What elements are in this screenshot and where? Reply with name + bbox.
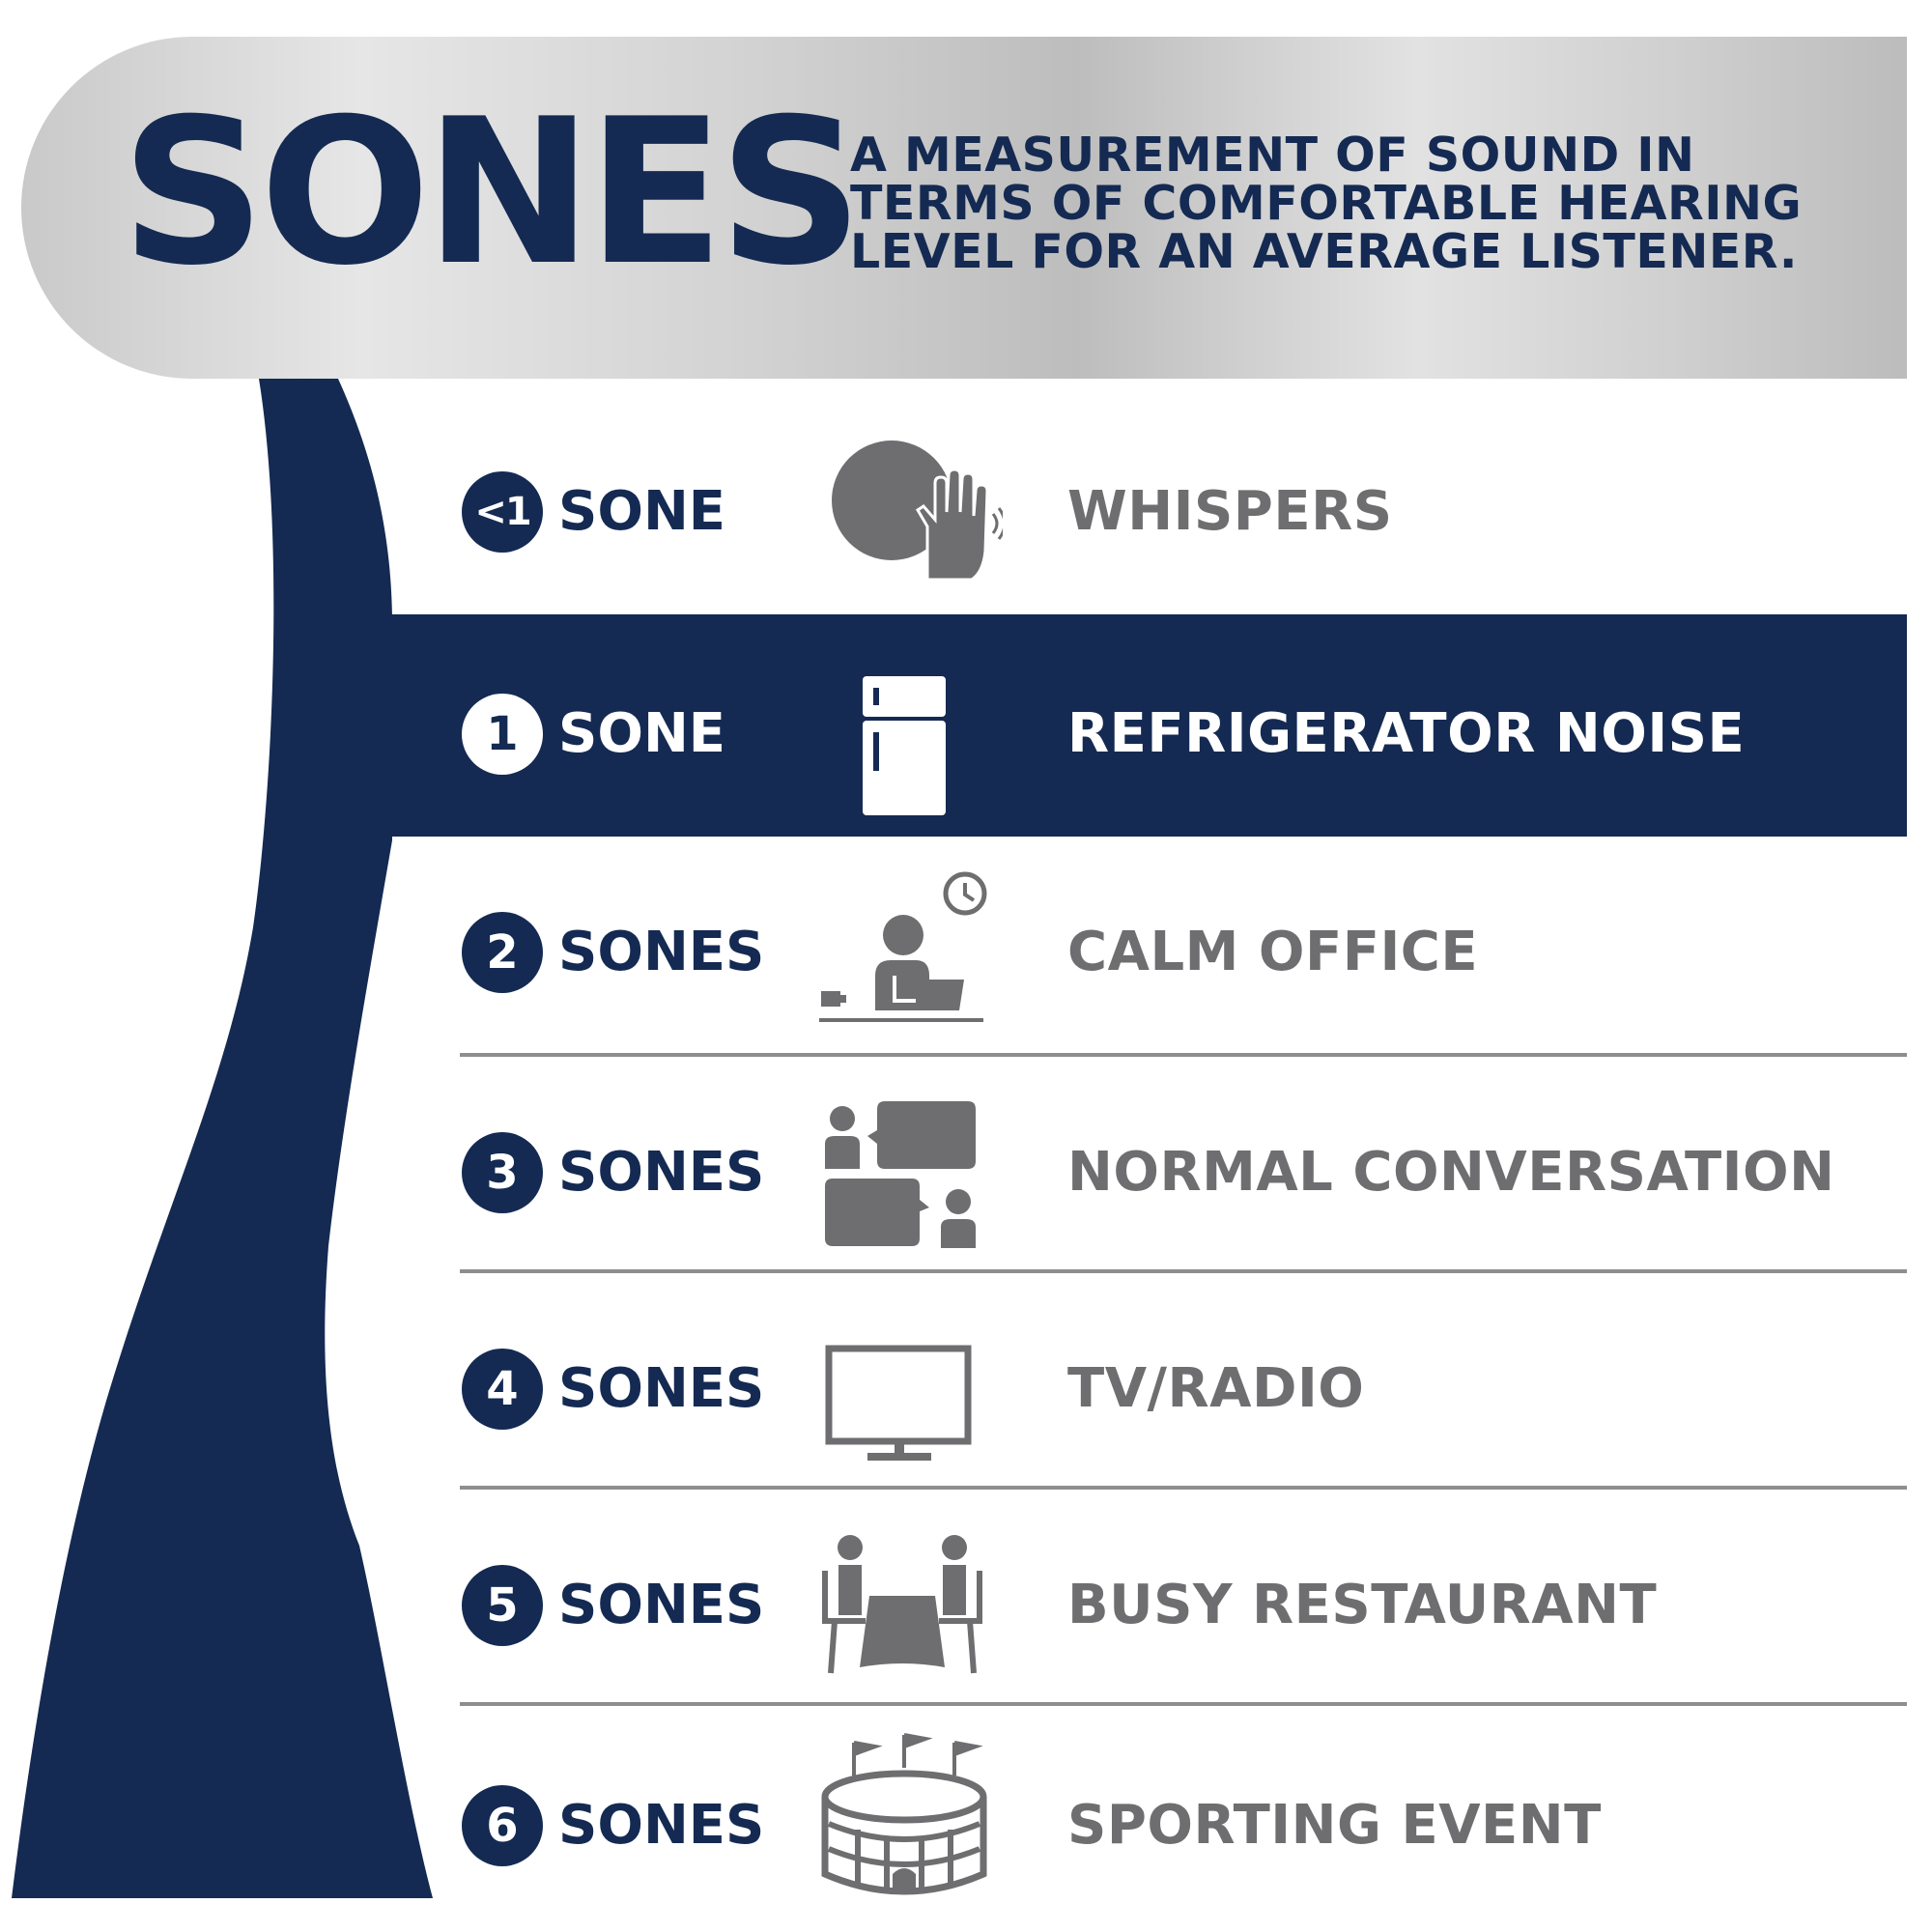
sone-row-restaurant [454,1490,1907,1708]
page-description: A MEASUREMENT OF SOUND IN TERMS OF COMFORTABLE HEARING LEVEL FOR AN AVERAGE LISTENER. [850,128,1803,279]
sone-badge: 5 [462,1565,543,1646]
refrigerator-icon [819,638,1003,821]
sone-row-sporting [454,1710,1907,1928]
office-icon [819,856,1003,1039]
sone-unit: SONES [558,1794,765,1857]
sone-label: WHISPERS [1067,480,1393,543]
sone-row-refrigerator [454,618,1907,837]
sone-badge: 4 [462,1349,543,1430]
sone-badge: 6 [462,1785,543,1866]
conversation-icon [819,1076,1003,1260]
sone-row-whispers [454,396,1907,614]
stadium-icon [819,1729,1003,1913]
sone-unit: SONE [558,480,726,543]
sone-badge: 1 [462,694,543,775]
row-divider [460,1702,1907,1706]
sone-badge: <1 [462,471,543,553]
sone-unit: SONES [558,1357,765,1420]
sone-label: NORMAL CONVERSATION [1067,1141,1835,1204]
sone-row-office [454,837,1907,1055]
sone-unit: SONES [558,1141,765,1204]
sone-row-tv [454,1273,1907,1492]
sone-label: BUSY RESTAURANT [1067,1574,1658,1636]
sone-unit: SONE [558,702,726,765]
sone-label: SPORTING EVENT [1067,1794,1602,1857]
restaurant-icon [819,1509,1003,1692]
sone-row-conversation [454,1057,1907,1275]
sone-unit: SONES [558,1574,765,1636]
sone-unit: SONES [558,921,765,983]
whisper-icon [819,415,1003,599]
sone-label: CALM OFFICE [1067,921,1479,983]
sone-badge: 3 [462,1132,543,1213]
sone-badge: 2 [462,912,543,993]
page-title: SONES [121,76,858,310]
sone-label: REFRIGERATOR NOISE [1067,702,1746,765]
sone-label: TV/RADIO [1067,1357,1365,1420]
tv-icon [819,1293,1003,1476]
